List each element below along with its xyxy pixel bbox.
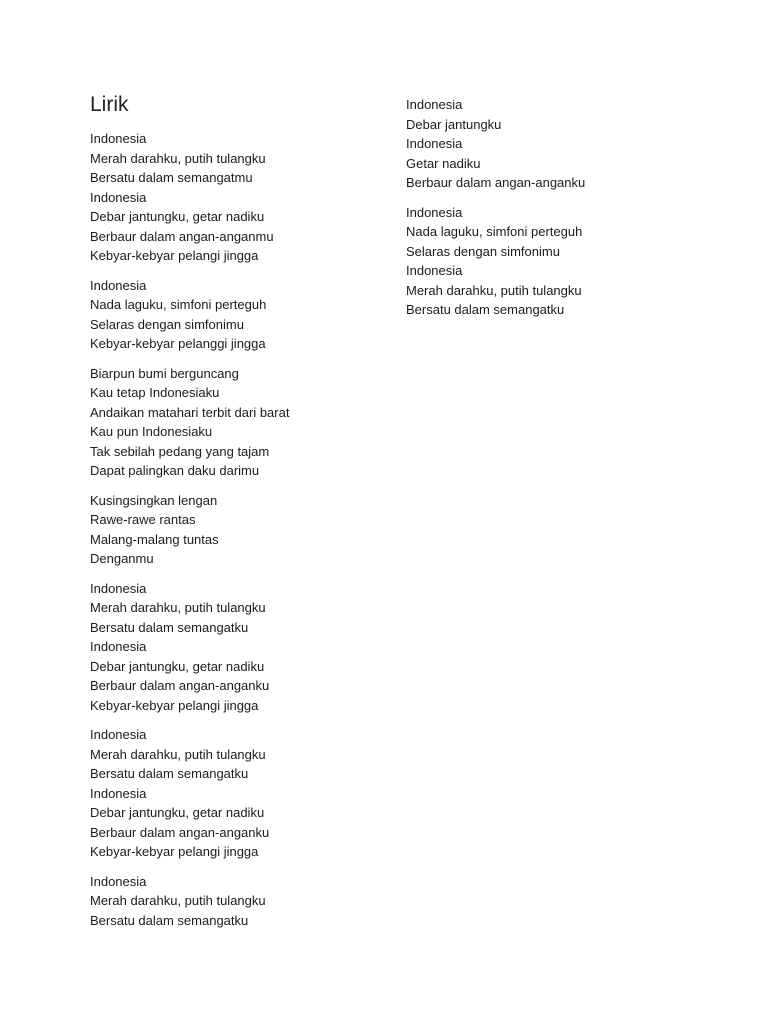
page-title: Lirik xyxy=(90,93,129,116)
lyrics-stanza xyxy=(90,276,380,354)
lyric-line: Kau pun Indonesiaku xyxy=(90,424,213,439)
lyrics-stanza xyxy=(90,725,380,862)
lyrics-stanza xyxy=(90,129,380,266)
lyric-line: Indonesia xyxy=(90,189,147,205)
lyric-line: Indonesia xyxy=(406,204,463,220)
lyric-line: Indonesia xyxy=(406,97,463,112)
lyric-line: Nada laguku, simfoni perteguh xyxy=(90,297,267,312)
lyrics-stanza xyxy=(406,203,706,320)
lyric-line: Bersatu dalam semangatku xyxy=(90,912,249,928)
lyrics-stanza xyxy=(90,491,380,569)
lyric-line: Indonesia xyxy=(90,873,147,889)
lyric-line: Indonesia xyxy=(90,785,147,801)
lyric-line: Malang-malang tuntas xyxy=(90,531,219,547)
left-stanza-list xyxy=(90,129,380,930)
lyric-line: Kebyar-kebyar pelanggi jingga xyxy=(90,336,266,351)
lyric-line: Selaras dengan simfonimu xyxy=(90,316,244,332)
lyric-line: Dapat palingkan daku darimu xyxy=(90,463,260,478)
lyric-line: Denganmu xyxy=(90,551,154,566)
lyric-line: Indonesia xyxy=(90,639,147,654)
lyric-line: Biarpun bumi berguncang xyxy=(90,365,239,381)
lyric-line: Bersatu dalam semangatmu xyxy=(90,170,253,185)
lyric-line: Indonesia xyxy=(90,727,147,742)
lyrics-stanza xyxy=(90,872,380,931)
lyric-line: Kebyar-kebyar pelangi jingga xyxy=(90,248,259,263)
lyrics-left-column xyxy=(90,92,380,940)
lyric-line: Kusingsingkan lengan xyxy=(90,492,218,508)
lyric-line: Debar jantungku xyxy=(406,116,502,132)
lyric-line: Merah darahku, putih tulangku xyxy=(90,746,266,762)
lyric-line: Berbaur dalam angan-anganmu xyxy=(90,228,274,244)
lyric-line: Getar nadiku xyxy=(406,155,481,171)
lyric-line: Bersatu dalam semangatku xyxy=(406,302,565,317)
lyric-line: Selaras dengan simfonimu xyxy=(406,243,560,259)
lyric-line: Berbaur dalam angan-anganku xyxy=(90,824,270,840)
lyric-line: Debar jantungku, getar nadiku xyxy=(90,805,265,820)
lyric-line: Berbaur dalam angan-anganku xyxy=(90,678,270,693)
lyrics-stanza xyxy=(406,95,706,193)
lyric-line: Merah darahku, putih tulangku xyxy=(90,600,266,615)
lyric-line: Merah darahku, putih tulangku xyxy=(406,282,582,298)
lyric-line: Indonesia xyxy=(90,131,147,146)
lyric-line: Merah darahku, putih tulangku xyxy=(90,893,266,908)
lyric-line: Indonesia xyxy=(90,580,147,596)
lyric-line: Rawe-rawe rantas xyxy=(90,512,196,527)
lyric-line: Kau tetap Indonesiaku xyxy=(90,385,220,400)
lyric-line: Kebyar-kebyar pelangi jingga xyxy=(90,844,259,859)
lyric-line: Berbaur dalam angan-anganku xyxy=(406,175,586,190)
lyric-line: Bersatu dalam semangatku xyxy=(90,619,249,635)
lyric-line: Indonesia xyxy=(90,277,147,293)
lyric-line: Indonesia xyxy=(406,263,463,278)
right-stanza-list xyxy=(406,95,706,320)
lyric-line: Andaikan matahari terbit dari barat xyxy=(90,404,290,420)
lyrics-stanza xyxy=(90,579,380,716)
lyric-line: Indonesia xyxy=(406,136,463,151)
lyrics-right-column xyxy=(406,95,706,330)
lyric-line: Kebyar-kebyar pelangi jingga xyxy=(90,697,259,713)
lyric-line: Merah darahku, putih tulangku xyxy=(90,150,266,166)
lyrics-stanza xyxy=(90,364,380,481)
lyric-line: Debar jantungku, getar nadiku xyxy=(90,658,265,674)
lyric-line: Debar jantungku, getar nadiku xyxy=(90,209,265,224)
lyric-line: Tak sebilah pedang yang tajam xyxy=(90,443,270,459)
lyric-line: Nada laguku, simfoni perteguh xyxy=(406,224,583,239)
lyric-line: Bersatu dalam semangatku xyxy=(90,766,249,781)
